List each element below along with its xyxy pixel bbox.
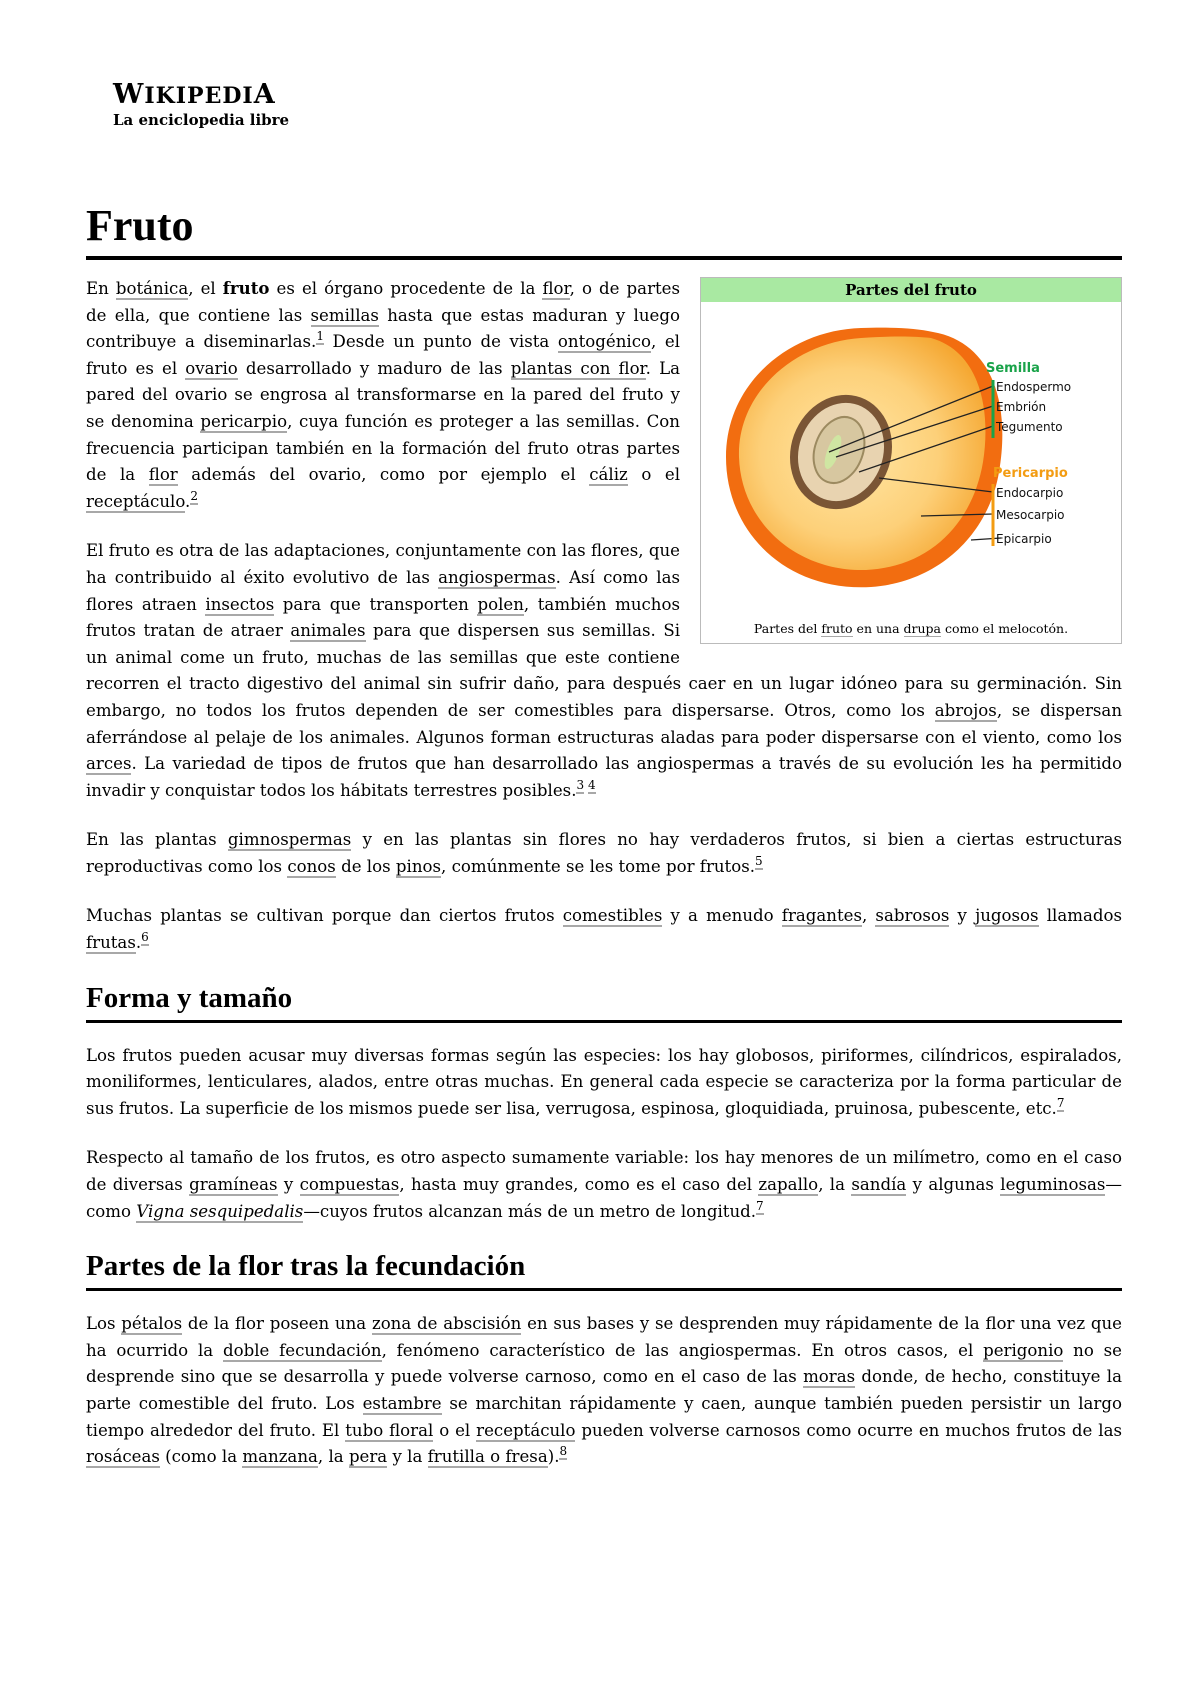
link-gramineas[interactable]: gramíneas — [189, 1175, 278, 1195]
ref-3[interactable]: 3 — [576, 777, 585, 792]
intro-paragraph-4: Muchas plantas se cultivan porque dan ciertos frutos comestibles y a menudo fragantes, sabrosos y jugosos llamados frutas.$^6$ — [86, 906, 1122, 953]
intro-paragraph-1: En botánica, el fruto es el órgano procedente de la flor, o de partes de ella, que contiene las semillas hasta que estas maduran y luego contribuye a diseminarlas.$^1$ Desde un punto de vista ontogénico, el fruto es el ovario desarrollado y maduro de las plantas con flor. La pared del ovario se engrosa al transformarse en la pared del fruto y se denomina pericarpio, cuya función es proteger a las semillas. Con frecuencia participan también en la formación del fruto otras partes de la flor además del ovario, como por ejemplo el cáliz o el receptáculo.$^2$ — [86, 278, 681, 511]
label-tegumento: Tegumento — [996, 420, 1063, 434]
link-arces[interactable]: arces — [86, 754, 132, 774]
caption-link-drupa[interactable]: drupa — [903, 620, 941, 636]
link-perigonio[interactable]: perigonio — [983, 1340, 1064, 1360]
link-sabrosos[interactable]: sabrosos — [875, 906, 950, 926]
link-ontogenico[interactable]: ontogénico — [557, 332, 651, 352]
link-animales[interactable]: animales — [290, 621, 366, 641]
section-heading-forma: Forma y tamaño — [86, 980, 1122, 1023]
ref-8[interactable]: 8 — [559, 1444, 568, 1459]
intro-paragraph-2: El fruto es otra de las adaptaciones, conjuntamente con las flores, que ha contribuido al éxito evolutivo de las angiospermas. Así como las flores atraen insectos para que transporten polen, también muchos frutos tratan de atraer animales para que dispersen sus semillas. Si un animal come un fruto, muchas de las semillas que este contiene recorren el tracto digestivo del animal sin sufrir daño, para después caer en un lugar idóneo para su germinación. Sin embargo, no todos los frutos dependen de ser comestibles para dispersarse. Otros, como los abrojos, se dispersan aferrándose al pelaje de los animales. Algunos forman estructuras aladas para poder dispersarse con el viento, como los arces. La variedad de tipos de frutos que han desarrollado las angiospermas a través de su evolución les ha permitido invadir y conquistar todos los hábitats terrestres posibles.$^{3 4}$ — [86, 541, 1123, 800]
link-comestibles[interactable]: comestibles — [562, 906, 663, 926]
link-flor-2[interactable]: flor — [148, 465, 178, 485]
wikipedia-logo[interactable] — [113, 80, 1122, 129]
label-endospermo: Endospermo — [996, 380, 1072, 394]
link-doble-fecundacion[interactable]: doble fecundación — [222, 1340, 382, 1360]
forma-paragraph-1: Los frutos pueden acusar muy diversas formas según las especies: los hay globosos, piriformes, cilíndricos, espiralados, moniliformes, lenticulares, alados, entre otras muchas. En general cada especie se caracteriza por la forma particular de sus frutos. La superficie de los mismos puede ser lisa, verrugosa, espinosa, gloquidiada, pruinosa, pubescente, etc.$^7$ — [86, 1045, 1122, 1118]
label-pericarpio: Pericarpio — [993, 466, 1068, 481]
ref-2[interactable]: 2 — [190, 488, 198, 503]
link-jugosos[interactable]: jugosos — [975, 906, 1039, 926]
page-title: Fruto — [86, 200, 1122, 260]
infobox — [700, 277, 1122, 644]
label-embrion: Embrión — [996, 400, 1047, 414]
link-angiospermas[interactable]: angiospermas — [438, 567, 556, 587]
ref-5[interactable]: 5 — [755, 853, 763, 868]
forma-paragraph-2: Respecto al tamaño de los frutos, es otro aspecto sumamente variable: los hay menores de un milímetro, como en el caso de diversas gramíneas y compuestas, hasta muy grandes, como es el caso del zapallo, la sandía y algunas leguminosas—como Vigna sesquipedalis—cuyos frutos alcanzan más de un metro de longitud.$^7$ — [86, 1148, 1122, 1221]
logo-wordmark: WIKIPEDIA — [113, 79, 276, 110]
label-semilla: Semilla — [986, 361, 1040, 376]
link-petalos[interactable]: pétalos — [121, 1314, 183, 1334]
ref-1[interactable]: 1 — [316, 329, 324, 344]
link-vigna[interactable]: Vigna sesquipedalis — [136, 1201, 304, 1221]
link-moras[interactable]: moras — [803, 1367, 856, 1387]
link-tubo-floral[interactable]: tubo floral — [345, 1420, 434, 1440]
link-estambre[interactable]: estambre — [362, 1394, 442, 1413]
link-zona-abscision[interactable]: zona de abscisión — [371, 1314, 522, 1334]
label-endocarpio: Endocarpio — [996, 486, 1064, 500]
link-receptaculo-2[interactable]: receptáculo — [476, 1420, 576, 1440]
ref-7[interactable]: 7 — [1056, 1095, 1065, 1110]
link-ovario[interactable]: ovario — [185, 358, 238, 378]
link-caliz[interactable]: cáliz — [589, 465, 628, 485]
fruit-diagram[interactable] — [701, 302, 1121, 612]
partes-paragraph-1: Los pétalos de la flor poseen una zona de abscisión en sus bases y se desprenden muy rápidamente de la flor una vez que ha ocurrido la doble fecundación, fenómeno característico de las angiospermas. En otros casos, el perigonio no se desprende sino que se desarrolla y puede volverse carnoso, como en el caso de las moras donde, de hecho, constituye la parte comestible del fruto. Los estambre se marchitan rápidamente y caen, aunque también pueden persistir un largo tiempo alrededor del fruto. El tubo floral o el receptáculo pueden volverse carnosos como ocurre en muchos frutos de las rosáceas (como la manzana, la pera y la frutilla o fresa).$^8$ — [86, 1314, 1123, 1467]
link-zapallo[interactable]: zapallo — [758, 1175, 819, 1195]
link-pinos[interactable]: pinos — [395, 856, 442, 876]
term-fruto: fruto — [222, 278, 270, 298]
logo-tagline: La enciclopedia libre — [113, 111, 290, 129]
link-polen[interactable]: polen — [477, 594, 524, 614]
link-insectos[interactable]: insectos — [205, 594, 275, 614]
link-conos[interactable]: conos — [287, 856, 336, 876]
article-body — [86, 275, 1122, 1494]
link-frutilla[interactable]: frutilla o fresa — [427, 1447, 548, 1467]
label-epicarpio: Epicarpio — [996, 532, 1052, 546]
link-leguminosas[interactable]: leguminosas — [1000, 1175, 1106, 1195]
ref-4[interactable]: 4 — [587, 777, 596, 792]
link-sandia[interactable]: sandía — [851, 1175, 907, 1195]
link-plantas-con-flor[interactable]: plantas con flor — [510, 358, 646, 378]
infobox-caption: Partes del fruto en una drupa como el melocotón. — [753, 620, 1069, 636]
link-rosaceas[interactable]: rosáceas — [86, 1447, 160, 1467]
link-compuestas[interactable]: compuestas — [299, 1175, 400, 1195]
link-pericarpio[interactable]: pericarpio — [200, 411, 288, 431]
link-frutas[interactable]: frutas — [86, 933, 136, 953]
caption-link-fruto[interactable]: fruto — [821, 620, 853, 636]
label-mesocarpio: Mesocarpio — [996, 508, 1065, 522]
section-heading-partes: Partes de la flor tras la fecundación — [86, 1248, 1122, 1291]
link-botanica[interactable]: botánica — [115, 279, 189, 298]
ref-7b[interactable]: 7 — [756, 1198, 764, 1213]
link-abrojos[interactable]: abrojos — [934, 700, 997, 720]
link-receptaculo[interactable]: receptáculo — [86, 491, 186, 511]
ref-6[interactable]: 6 — [141, 930, 149, 945]
intro-paragraph-3: En las plantas gimnospermas y en las plantas sin flores no hay verdaderos frutos, si bien a ciertas estructuras reproductivas como los conos de los pinos, comúnmente se les tome por frutos.$^5$ — [86, 830, 1122, 876]
link-gimnospermas[interactable]: gimnospermas — [227, 830, 352, 850]
link-flor[interactable]: flor — [542, 279, 570, 298]
infobox-title: Partes del fruto — [701, 278, 1121, 302]
link-fragantes[interactable]: fragantes — [781, 906, 862, 926]
link-pera[interactable]: pera — [348, 1447, 388, 1467]
link-manzana[interactable]: manzana — [242, 1447, 318, 1467]
link-semillas[interactable]: semillas — [310, 305, 379, 325]
